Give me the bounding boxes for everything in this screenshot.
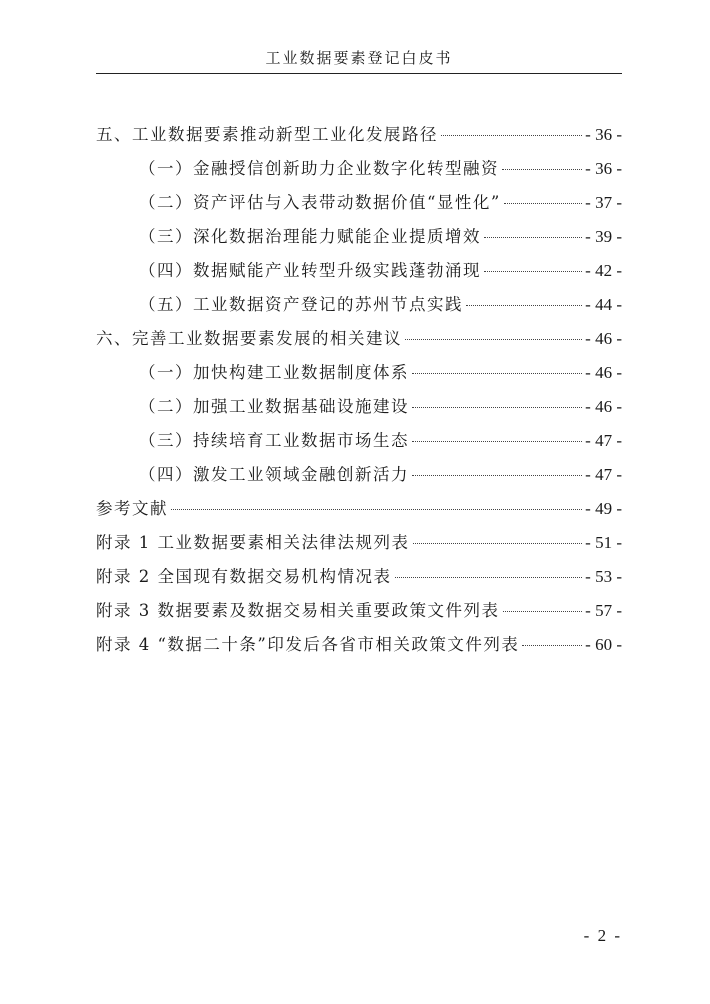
toc-dot-leader (441, 135, 582, 136)
toc-dot-leader (503, 611, 583, 612)
toc-entry-page-number: - 57 - (585, 601, 622, 620)
toc-entry[interactable] (96, 597, 622, 631)
toc-entry-page-number: - 42 - (585, 261, 622, 280)
toc-entry[interactable] (96, 121, 622, 155)
toc-entry-page-number: - 49 - (585, 499, 622, 518)
toc-entry-title: 附录 1 工业数据要素相关法律法规列表 (96, 533, 410, 552)
toc-entry-title: （四）激发工业领域金融创新活力 (139, 465, 409, 484)
toc-entry[interactable] (96, 257, 622, 291)
toc-entry[interactable] (96, 393, 622, 427)
toc-entry-page-number: - 36 - (585, 159, 622, 178)
toc-dot-leader (502, 169, 582, 170)
toc-entry-title: 附录 3 数据要素及数据交易相关重要政策文件列表 (96, 601, 500, 620)
toc-dot-leader (405, 339, 582, 340)
toc-entry-title: （四）数据赋能产业转型升级实践蓬勃涌现 (139, 261, 481, 280)
toc-entry-title: （二）加强工业数据基础设施建设 (139, 397, 409, 416)
toc-entry[interactable] (96, 631, 622, 665)
toc-entry-page-number: - 46 - (585, 363, 622, 382)
toc-dot-leader (413, 543, 583, 544)
toc-dot-leader (466, 305, 582, 306)
toc-entry-title: 六、完善工业数据要素发展的相关建议 (96, 329, 402, 348)
toc-entry-page-number: - 36 - (585, 125, 622, 144)
toc-dot-leader (484, 271, 582, 272)
toc-entry-page-number: - 46 - (585, 329, 622, 348)
toc-entry-title: （三）深化数据治理能力赋能企业提质增效 (139, 227, 481, 246)
toc-entry-page-number: - 60 - (585, 635, 622, 654)
toc-dot-leader (522, 645, 582, 646)
toc-entry-page-number: - 51 - (585, 533, 622, 552)
toc-dot-leader (484, 237, 582, 238)
toc-entry-page-number: - 46 - (585, 397, 622, 416)
toc-entry-page-number: - 47 - (585, 465, 622, 484)
toc-entry-title: 参考文献 (96, 499, 168, 518)
toc-entry[interactable] (96, 427, 622, 461)
toc-entry[interactable] (96, 529, 622, 563)
toc-entry[interactable] (96, 325, 622, 359)
toc-entry-title: （二）资产评估与入表带动数据价值“显性化” (139, 193, 501, 212)
toc-entry[interactable] (96, 495, 622, 529)
toc-dot-leader (412, 407, 582, 408)
toc-entry[interactable] (96, 223, 622, 257)
toc-entry-page-number: - 39 - (585, 227, 622, 246)
header-rule (96, 73, 622, 74)
toc-entry-title: 附录 4 “数据二十条”印发后各省市相关政策文件列表 (96, 635, 520, 654)
toc-entry[interactable] (96, 563, 622, 597)
toc-dot-leader (412, 475, 582, 476)
toc-entry-title: （一）加快构建工业数据制度体系 (139, 363, 409, 382)
toc-dot-leader (504, 203, 582, 204)
toc-dot-leader (395, 577, 583, 578)
toc-dot-leader (171, 509, 582, 510)
toc-entry-page-number: - 44 - (585, 295, 622, 314)
toc-dot-leader (412, 373, 582, 374)
toc-dot-leader (412, 441, 582, 442)
toc-entry[interactable] (96, 155, 622, 189)
toc-entry-title: （三）持续培育工业数据市场生态 (139, 431, 409, 450)
toc-entry-title: （一）金融授信创新助力企业数字化转型融资 (139, 159, 499, 178)
toc-entry-page-number: - 53 - (585, 567, 622, 586)
table-of-contents (96, 121, 622, 665)
toc-entry-title: 五、工业数据要素推动新型工业化发展路径 (96, 125, 438, 144)
page-number: - 2 - (583, 926, 622, 945)
toc-entry-title: （五）工业数据资产登记的苏州节点实践 (139, 295, 463, 314)
toc-entry-page-number: - 37 - (585, 193, 622, 212)
toc-entry-title: 附录 2 全国现有数据交易机构情况表 (96, 567, 392, 586)
toc-entry[interactable] (96, 461, 622, 495)
toc-entry[interactable] (96, 291, 622, 325)
running-header: 工业数据要素登记白皮书 (265, 49, 453, 67)
toc-entry-page-number: - 47 - (585, 431, 622, 450)
toc-entry[interactable] (96, 189, 622, 223)
toc-entry[interactable] (96, 359, 622, 393)
